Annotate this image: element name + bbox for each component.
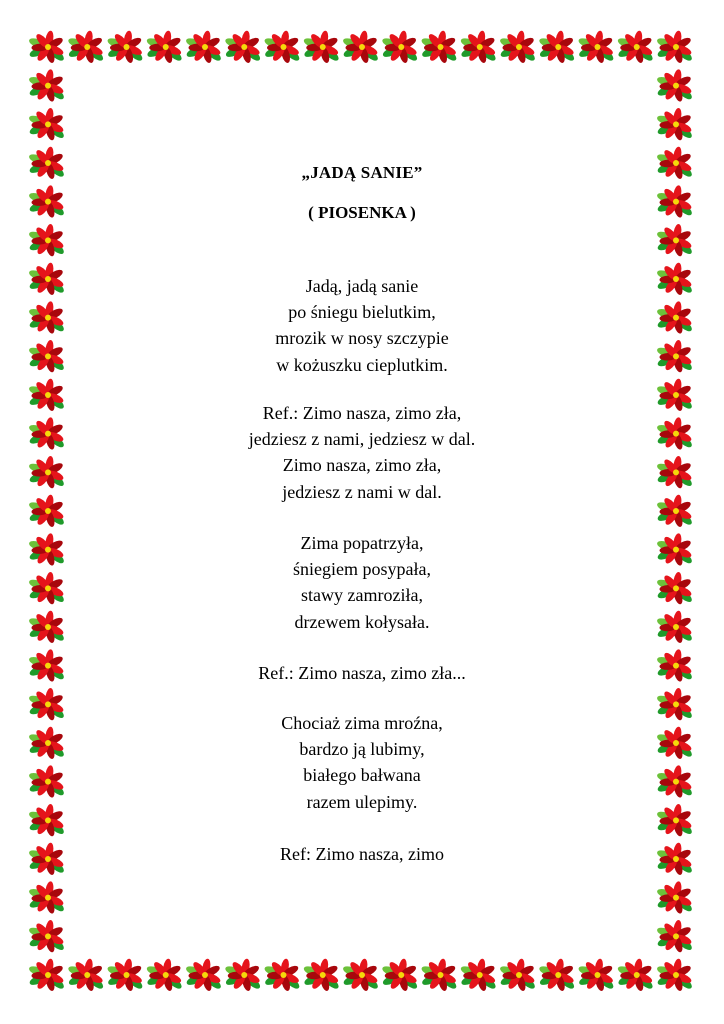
poinsettia-flower-icon (28, 919, 66, 953)
poinsettia-flower-icon (67, 958, 105, 992)
poinsettia-flower-icon (28, 687, 66, 721)
poinsettia-flower-icon (656, 610, 694, 644)
poinsettia-flower-icon (224, 30, 262, 64)
poinsettia-flower-icon (656, 533, 694, 567)
poinsettia-flower-icon (67, 30, 105, 64)
poinsettia-flower-icon (499, 958, 537, 992)
poinsettia-flower-icon (342, 958, 380, 992)
poinsettia-flower-icon (28, 223, 66, 257)
poinsettia-flower-icon (303, 30, 341, 64)
poinsettia-flower-icon (28, 185, 66, 219)
poinsettia-flower-icon (656, 301, 694, 335)
lyric-line: Chociaż zima mroźna, (281, 713, 443, 733)
lyric-line: białego bałwana (303, 765, 421, 786)
song-subtitle: ( PIOSENKA ) (308, 203, 416, 222)
lyric-line: Zimo nasza, zimo zła, (282, 455, 442, 476)
poinsettia-flower-icon (656, 455, 694, 489)
poinsettia-flower-icon (656, 339, 694, 373)
poinsettia-flower-icon (28, 726, 66, 760)
poinsettia-flower-icon (28, 69, 66, 103)
refrain-2 (90, 660, 634, 686)
poinsettia-flower-icon (656, 958, 694, 992)
poinsettia-flower-icon (460, 958, 498, 992)
lyric-line: Jadą, jadą sanie (305, 276, 419, 296)
lyric-line: śniegiem posypała, (293, 559, 431, 580)
poinsettia-flower-icon (28, 339, 66, 373)
poinsettia-flower-icon (656, 649, 694, 683)
poinsettia-flower-icon (146, 958, 184, 992)
stanza-1 (90, 273, 634, 378)
lyric-line: drzewem kołysała. (294, 611, 430, 632)
poinsettia-flower-icon (656, 687, 694, 721)
poinsettia-flower-icon (538, 958, 576, 992)
poinsettia-flower-icon (420, 30, 458, 64)
poinsettia-flower-icon (146, 30, 184, 64)
poinsettia-flower-icon (28, 610, 66, 644)
poinsettia-flower-icon (656, 494, 694, 528)
poinsettia-flower-icon (381, 958, 419, 992)
poinsettia-flower-icon (656, 262, 694, 296)
lyric-line: razem ulepimy. (306, 791, 418, 812)
stanza-3 (90, 710, 634, 815)
poinsettia-flower-icon (617, 958, 655, 992)
lyric-line: jedziesz z nami, jedziesz w dal. (248, 429, 476, 450)
lyric-line: Ref.: Zimo nasza, zimo zła... (258, 663, 466, 683)
poinsettia-flower-icon (538, 30, 576, 64)
poinsettia-flower-icon (28, 494, 66, 528)
poinsettia-flower-icon (656, 571, 694, 605)
poinsettia-flower-icon (460, 30, 498, 64)
poinsettia-flower-icon (28, 262, 66, 296)
poinsettia-flower-icon (577, 958, 615, 992)
poinsettia-flower-icon (28, 842, 66, 876)
poinsettia-flower-icon (28, 765, 66, 799)
poinsettia-flower-icon (28, 301, 66, 335)
poinsettia-flower-icon (28, 649, 66, 683)
poinsettia-flower-icon (656, 417, 694, 451)
poinsettia-flower-icon (28, 803, 66, 837)
poinsettia-flower-icon (28, 146, 66, 180)
lyric-line: po śniegu bielutkim, (288, 302, 436, 323)
poinsettia-flower-icon (656, 842, 694, 876)
poinsettia-flower-icon (106, 958, 144, 992)
poinsettia-flower-icon (656, 803, 694, 837)
poinsettia-flower-icon (656, 765, 694, 799)
lyric-line: Zima popatrzyła, (300, 533, 424, 553)
lyric-line: stawy zamroziła, (301, 585, 423, 606)
poinsettia-flower-icon (420, 958, 458, 992)
poinsettia-flower-icon (28, 455, 66, 489)
poinsettia-flower-icon (28, 881, 66, 915)
poinsettia-flower-icon (28, 571, 66, 605)
refrain-1 (90, 400, 634, 505)
poinsettia-flower-icon (656, 30, 694, 64)
refrain-3 (90, 841, 634, 867)
poinsettia-flower-icon (28, 958, 66, 992)
lyric-line: jedziesz z nami w dal. (282, 481, 442, 502)
poinsettia-flower-icon (656, 69, 694, 103)
lyric-line: w kożuszku cieplutkim. (276, 354, 448, 375)
poinsettia-flower-icon (499, 30, 537, 64)
poinsettia-flower-icon (185, 30, 223, 64)
poinsettia-flower-icon (617, 30, 655, 64)
poinsettia-flower-icon (342, 30, 380, 64)
poinsettia-flower-icon (656, 185, 694, 219)
poinsettia-flower-icon (303, 958, 341, 992)
stanza-2 (90, 530, 634, 635)
poinsettia-flower-icon (263, 958, 301, 992)
poinsettia-flower-icon (656, 223, 694, 257)
poinsettia-flower-icon (28, 378, 66, 412)
poinsettia-flower-icon (28, 107, 66, 141)
lyric-line: Ref.: Zimo nasza, zimo zła, (262, 403, 462, 423)
poinsettia-flower-icon (106, 30, 144, 64)
poinsettia-flower-icon (185, 958, 223, 992)
poinsettia-flower-icon (656, 146, 694, 180)
poinsettia-flower-icon (656, 726, 694, 760)
poinsettia-flower-icon (28, 417, 66, 451)
poinsettia-flower-icon (656, 107, 694, 141)
poinsettia-flower-icon (224, 958, 262, 992)
poinsettia-flower-icon (656, 919, 694, 953)
lyric-line: mrozik w nosy szczypie (275, 328, 449, 349)
poinsettia-flower-icon (28, 533, 66, 567)
song-title: „JADĄ SANIE” (301, 163, 423, 182)
poinsettia-flower-icon (656, 378, 694, 412)
poinsettia-flower-icon (656, 881, 694, 915)
lyric-line: bardzo ją lubimy, (299, 739, 425, 760)
poinsettia-flower-icon (263, 30, 301, 64)
lyric-line: Ref: Zimo nasza, zimo (280, 844, 444, 864)
poinsettia-flower-icon (577, 30, 615, 64)
poinsettia-flower-icon (28, 30, 66, 64)
poinsettia-flower-icon (381, 30, 419, 64)
